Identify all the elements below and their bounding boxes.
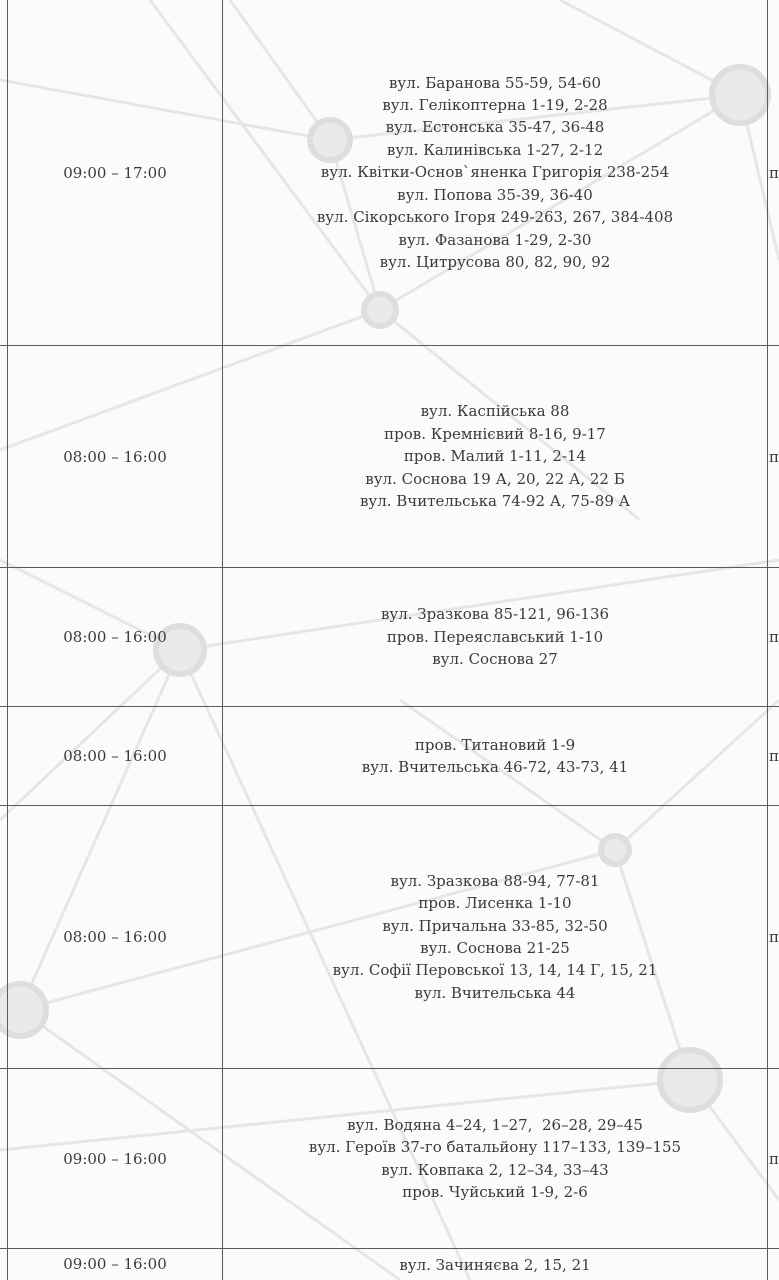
address-cell bbox=[223, 346, 767, 567]
address-line: вул. Зразкова 88-94, 77-81 bbox=[390, 871, 600, 890]
address-line: вул. Каспійська 88 bbox=[420, 402, 570, 421]
address-line: вул. Фазанова 1-29, 2-30 bbox=[398, 230, 592, 249]
time-cell: 08:00 – 16:00 bbox=[63, 747, 167, 765]
truncated-cell: п bbox=[769, 1149, 779, 1168]
truncated-cell: п bbox=[769, 163, 779, 182]
address-line: вул. Причальна 33-85, 32-50 bbox=[382, 916, 608, 935]
address-line: вул. Соснова 19 А, 20, 22 А, 22 Б bbox=[365, 469, 625, 488]
address-line: вул. Калинівська 1-27, 2-12 bbox=[386, 140, 604, 159]
address-line: вул. Цитрусова 80, 82, 90, 92 bbox=[379, 252, 611, 271]
table-row bbox=[0, 0, 779, 346]
address-line: пров. Кремнієвий 8-16, 9-17 bbox=[384, 424, 606, 443]
time-cell: 09:00 – 16:00 bbox=[63, 1255, 167, 1273]
address-line: вул. Вчительська 46-72, 43-73, 41 bbox=[361, 758, 629, 776]
address-cell bbox=[223, 707, 767, 805]
truncated-cell: п bbox=[769, 747, 779, 765]
address-cell bbox=[223, 0, 767, 345]
address-line: вул. Баранова 55-59, 54-60 bbox=[388, 73, 602, 92]
address-line: вул. Вчительська 74-92 А, 75-89 А bbox=[359, 492, 631, 511]
address-line: вул. Софії Перовської 13, 14, 14 Г, 15, 21 bbox=[332, 961, 658, 980]
address-cell bbox=[223, 568, 767, 706]
time-cell: 08:00 – 16:00 bbox=[63, 628, 167, 646]
address-cell bbox=[223, 1249, 767, 1280]
address-line: вул. Сікорського Ігоря 249-263, 267, 384-408 bbox=[316, 208, 674, 227]
truncated-cell: п bbox=[769, 928, 779, 946]
address-line: вул. Вчительська 44 bbox=[414, 983, 576, 1002]
address-cell bbox=[223, 1069, 767, 1248]
truncated-cell: п bbox=[769, 628, 779, 646]
address-line: вул. Зразкова 85-121, 96-136 bbox=[380, 605, 610, 624]
address-line: вул. Гелікоптерна 1-19, 2-28 bbox=[382, 96, 608, 115]
address-line: вул. Соснова 27 bbox=[432, 650, 558, 669]
address-line: вул. Зачиняєва 2, 15, 21 bbox=[399, 1256, 591, 1274]
address-line: вул. Соснова 21-25 bbox=[420, 939, 570, 957]
address-line: вул. Ковпака 2, 12–34, 33–43 bbox=[381, 1160, 609, 1179]
time-cell: 08:00 – 16:00 bbox=[63, 447, 167, 466]
address-line: пров. Малий 1-11, 2-14 bbox=[403, 447, 587, 466]
address-cell bbox=[223, 806, 767, 1068]
address-line: пров. Переяславський 1-10 bbox=[386, 627, 604, 646]
address-line: вул. Естонська 35-47, 36-48 bbox=[385, 118, 605, 137]
address-line: пров. Чуйський 1-9, 2-6 bbox=[402, 1182, 588, 1201]
time-cell: 09:00 – 17:00 bbox=[63, 163, 167, 182]
table-row bbox=[0, 1249, 779, 1280]
table-row bbox=[0, 346, 779, 568]
table-row bbox=[0, 1069, 779, 1249]
address-line: вул. Водяна 4–24, 1–27, 26–28, 29–45 bbox=[347, 1115, 643, 1134]
address-line: вул. Квітки-Основ`яненка Григорія 238-254 bbox=[320, 163, 670, 182]
table-row bbox=[0, 707, 779, 806]
address-line: пров. Титановий 1-9 bbox=[414, 735, 576, 754]
table-row bbox=[0, 806, 779, 1069]
table-row bbox=[0, 568, 779, 707]
time-cell: 08:00 – 16:00 bbox=[63, 928, 167, 946]
time-cell: 09:00 – 16:00 bbox=[63, 1149, 167, 1168]
truncated-cell: п bbox=[769, 447, 779, 466]
address-line: пров. Лисенка 1-10 bbox=[418, 894, 572, 913]
address-line: вул. Героїв 37-го батальйону 117–133, 139–155 bbox=[308, 1138, 682, 1157]
truncated-cell bbox=[769, 1249, 779, 1280]
address-line: вул. Попова 35-39, 36-40 bbox=[397, 185, 593, 204]
